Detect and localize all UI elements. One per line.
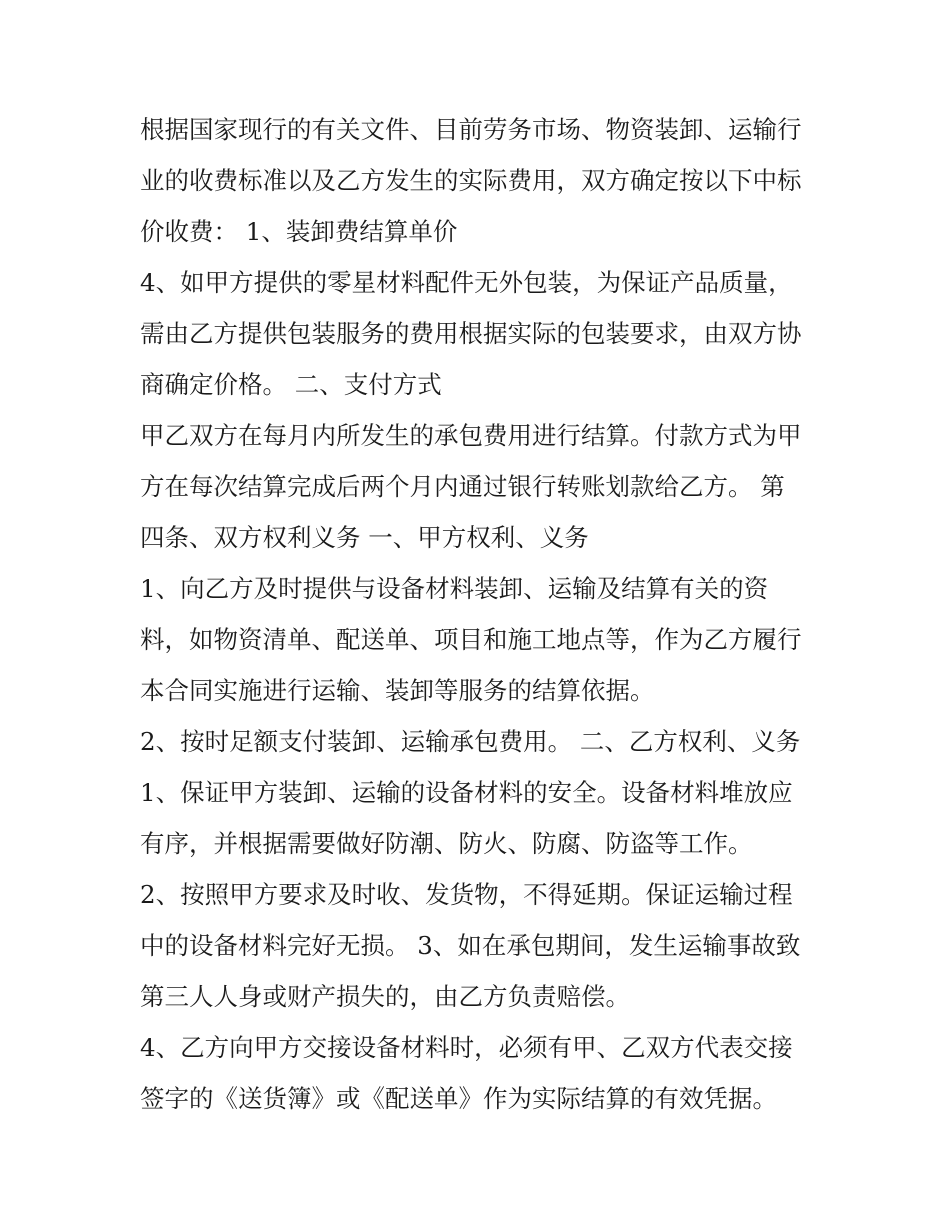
text-line: 料，如物资清单、配送单、项目和施工地点等，作为乙方履行 <box>140 625 802 654</box>
document-body <box>140 104 820 1124</box>
text-line: 2、按照甲方要求及时收、发货物，不得延期。保证运输过程 <box>140 880 793 909</box>
text-line: 1、向乙方及时提供与设备材料装卸、运输及结算有关的资 <box>140 574 769 603</box>
text-line: 1、保证甲方装卸、运输的设备材料的安全。设备材料堆放应 <box>140 778 793 807</box>
text-line: 本合同实施进行运输、装卸等服务的结算依据。 <box>140 676 655 705</box>
text-line: 4、如甲方提供的零星材料配件无外包装，为保证产品质量， <box>140 268 793 297</box>
text-line: 中的设备材料完好无损。 3、如在承包期间，发生运输事故致 <box>140 931 801 960</box>
text-line: 业的收费标准以及乙方发生的实际费用，双方确定按以下中标 <box>140 166 802 195</box>
paragraph-party-a-duty-2 <box>140 716 820 767</box>
paragraph-party-b-duty-4 <box>140 1022 820 1124</box>
text-line: 根据国家现行的有关文件、目前劳务市场、物资装卸、运输行 <box>140 115 802 144</box>
text-line: 2、按时足额支付装卸、运输承包费用。 二、乙方权利、义务 <box>140 727 801 756</box>
text-line: 4、乙方向甲方交接设备材料时，必须有甲、乙双方代表交接 <box>140 1033 793 1062</box>
paragraph-party-a-duty-1 <box>140 563 820 716</box>
text-line: 甲乙双方在每月内所发生的承包费用进行结算。付款方式为甲 <box>140 421 802 450</box>
paragraph-payment <box>140 410 820 563</box>
text-line: 需由乙方提供包装服务的费用根据实际的包装要求，由双方协 <box>140 319 802 348</box>
text-line: 第三人人身或财产损失的，由乙方负责赔偿。 <box>140 982 630 1011</box>
paragraph-fee-basis <box>140 104 820 257</box>
paragraph-party-b-duty-2 <box>140 869 820 1022</box>
paragraph-packaging <box>140 257 820 410</box>
text-line: 四条、双方权利义务 一、甲方权利、义务 <box>140 523 589 552</box>
text-line: 有序，并根据需要做好防潮、防火、防腐、防盗等工作。 <box>140 829 753 858</box>
paragraph-party-b-duty-1 <box>140 767 820 869</box>
text-line: 签字的《送货簿》或《配送单》作为实际结算的有效凭据。 <box>140 1084 777 1113</box>
text-line: 价收费： 1、装卸费结算单价 <box>140 217 458 246</box>
text-line: 方在每次结算完成后两个月内通过银行转账划款给乙方。 第 <box>140 472 785 501</box>
text-line: 商确定价格。 二、支付方式 <box>140 370 442 399</box>
